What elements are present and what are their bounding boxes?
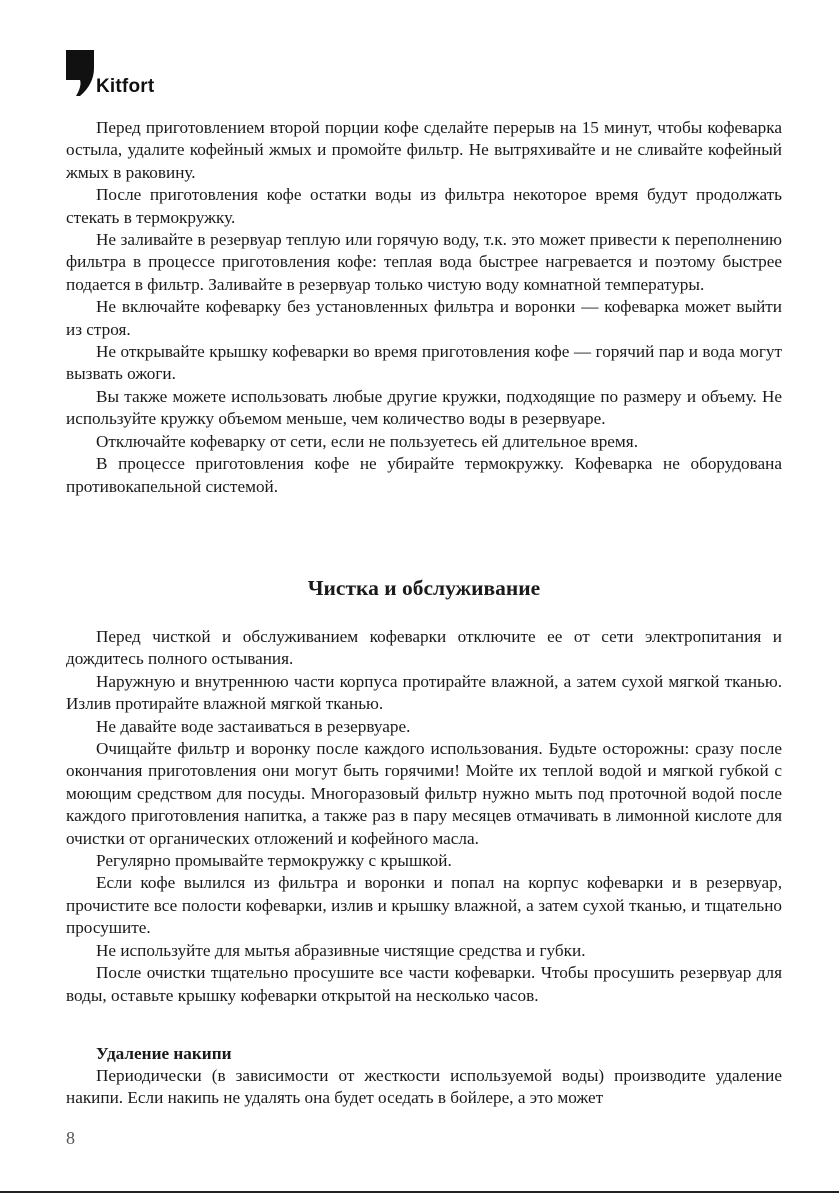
kitfort-logo-mark-icon — [66, 50, 94, 96]
paragraph: После очистки тщательно просушите все части кофеварки. Чтобы просушить резервуар для воды, оставьте крышку кофеварки открытой на несколько часов. — [66, 963, 782, 1005]
paragraph: Не включайте кофеварку без установленных фильтра и воронки — кофеварка может выйти из строя. — [66, 297, 782, 339]
paragraph: Если кофе вылился из фильтра и воронки и попал на корпус кофеварки и в резервуар, прочистите все полости кофеварки, излив и крышку влажной, а затем сухой тканью, и тщательно просушите. — [66, 873, 782, 938]
paragraph: Не заливайте в резервуар теплую или горячую воду, т.к. это может привести к переполнению фильтра в процессе приготовления кофе: теплая вода быстрее нагревается и поэтому быстрее подается в фильтр. Заливайте в резервуар только чистую воду комнатной температуры. — [66, 230, 782, 294]
paragraph: Перед чисткой и обслуживанием кофеварки отключите ее от сети электропитания и дождитесь полного остывания. — [66, 627, 782, 669]
page-bottom-rule — [0, 1191, 839, 1193]
paragraph: Периодически (в зависимости от жесткости используемой воды) производите удаление накипи. Если накипь не удалять она будет оседать в бойлере, а это может — [66, 1066, 782, 1108]
paragraph: Не используйте для мытья абразивные чистящие средства и губки. — [96, 940, 586, 960]
descaling-heading: Удаление накипи — [96, 1044, 232, 1063]
paragraph: Не давайте воде застаиваться в резервуаре. — [96, 716, 411, 736]
paragraph: В процессе приготовления кофе не убирайте термокружку. Кофеварка не оборудована противокапельной системой. — [66, 454, 782, 496]
paragraph: Вы также можете использовать любые другие кружки, подходящие по размеру и объему. Не используйте кружку объемом меньше, чем количество воды в резервуаре. — [66, 386, 782, 429]
paragraph: Перед приготовлением второй порции кофе сделайте перерыв на 15 минут, чтобы кофеварка остыла, удалите кофейный жмых и промойте фильтр. Не вытряхивайте и не сливайте кофейный жмых в раковину. — [66, 118, 782, 182]
paragraph: Не открывайте крышку кофеварки во время приготовления кофе — горячий пар и вода могут вызвать ожоги. — [66, 342, 782, 384]
logo-brand-text: Kitfort — [96, 76, 155, 97]
paragraph: Очищайте фильтр и воронку после каждого использования. Будьте осторожны: сразу после окончания приготовления они могут быть горячими! Мойте их теплой водой и мягкой губкой с моющим средством для посуды. Многоразовый фильтр нужно мыть под проточной водой после каждого приготовления напитка, а также раз в пару месяцев отмачивать в лимонной кислоте для очистки от органических отложений и кофейного масла. — [66, 739, 782, 848]
paragraph: Наружную и внутреннюю части корпуса протирайте влажной, а затем сухой мягкой тканью. Излив протирайте влажной мягкой тканью. — [66, 671, 782, 714]
descaling-text-block — [66, 1065, 782, 1110]
cleaning-text-block — [66, 626, 782, 1007]
paragraph: После приготовления кофе остатки воды из фильтра некоторое время будут продолжать стекать в термокружку. — [66, 185, 782, 227]
paragraph: Отключайте кофеварку от сети, если не пользуетесь ей длительное время. — [96, 431, 638, 451]
paragraph: Регулярно промывайте термокружку с крышкой. — [96, 851, 452, 871]
section-title: Чистка и обслуживание — [307, 576, 541, 600]
page-number: 8 — [66, 1128, 75, 1148]
kitfort-logo — [66, 50, 176, 100]
intro-text-block — [66, 117, 782, 498]
